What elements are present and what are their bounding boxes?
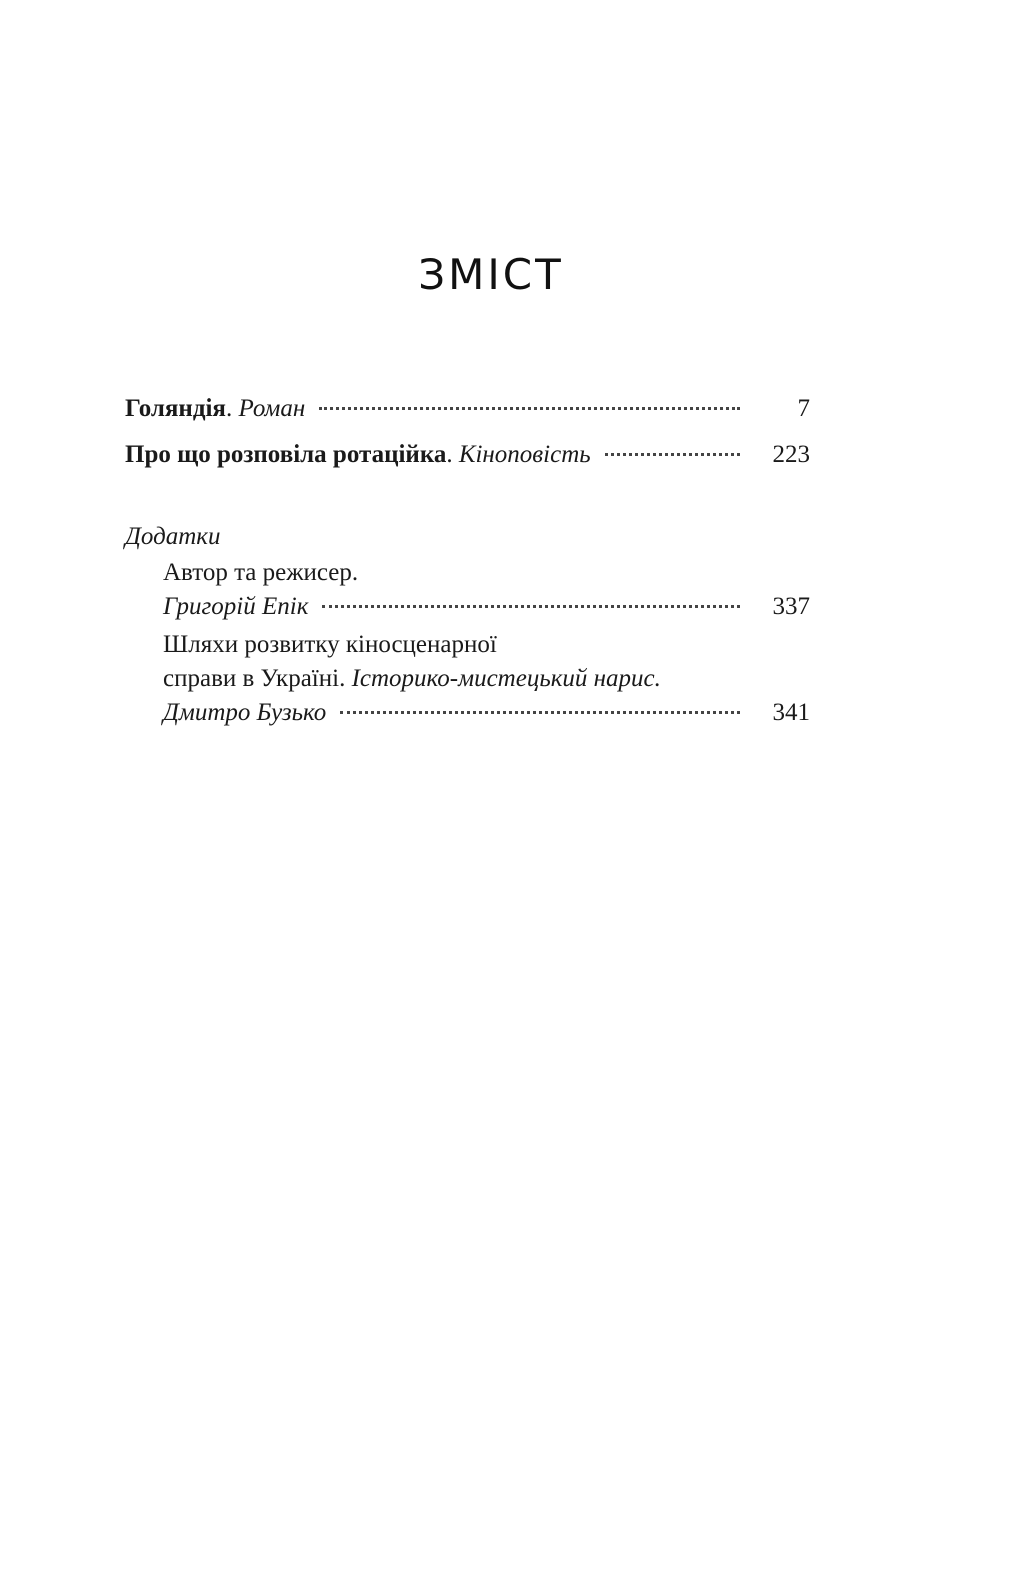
toc-entry-rotatsiika[interactable] <box>125 438 810 472</box>
toc-entry-page: 7 <box>797 395 810 422</box>
toc-entry-page: 223 <box>772 441 810 468</box>
appendix-item-title: Шляхи розвитку кіносценарної <box>163 631 497 658</box>
page-title: ЗМІСТ <box>418 250 564 299</box>
appendix-item-page: 341 <box>772 699 810 726</box>
appendix-item-title-cont <box>163 662 810 696</box>
toc-entry-label: Про що розповіла ротаційка. Кіноповість <box>125 441 591 468</box>
toc-entry-holiandiia[interactable] <box>125 392 810 426</box>
appendix-item-title-line2: справи в Україні. <box>163 665 346 692</box>
toc-entry-genre: Кіноповість <box>458 441 591 468</box>
toc-entry-genre: Роман <box>238 395 306 422</box>
table-of-contents <box>125 392 810 734</box>
appendix-item-author-row <box>163 696 810 730</box>
appendix-item-author: Дмитро Бузько <box>163 699 327 726</box>
dot-leader <box>340 711 740 714</box>
appendix-item-page: 337 <box>772 593 810 620</box>
toc-entry-title: Про що розповіла ротаційка <box>125 441 447 468</box>
appendix-item-title: Автор та режисер. <box>163 559 359 586</box>
dot-leader <box>319 407 740 410</box>
toc-entry-label: Голяндія. Роман <box>125 395 306 422</box>
appendix-item-author-director[interactable] <box>163 556 810 624</box>
appendix-item-film-script-history[interactable] <box>163 628 810 730</box>
appendix-heading: Додатки <box>125 523 221 550</box>
appendix-item-author: Григорій Епік <box>163 593 309 620</box>
toc-entry-title: Голяндія <box>125 395 226 422</box>
dot-leader <box>322 605 740 608</box>
dot-leader <box>605 453 740 456</box>
appendix-item-genre: Історико-мистецький нарис. <box>351 665 661 692</box>
appendix-item-author-row <box>163 590 810 624</box>
